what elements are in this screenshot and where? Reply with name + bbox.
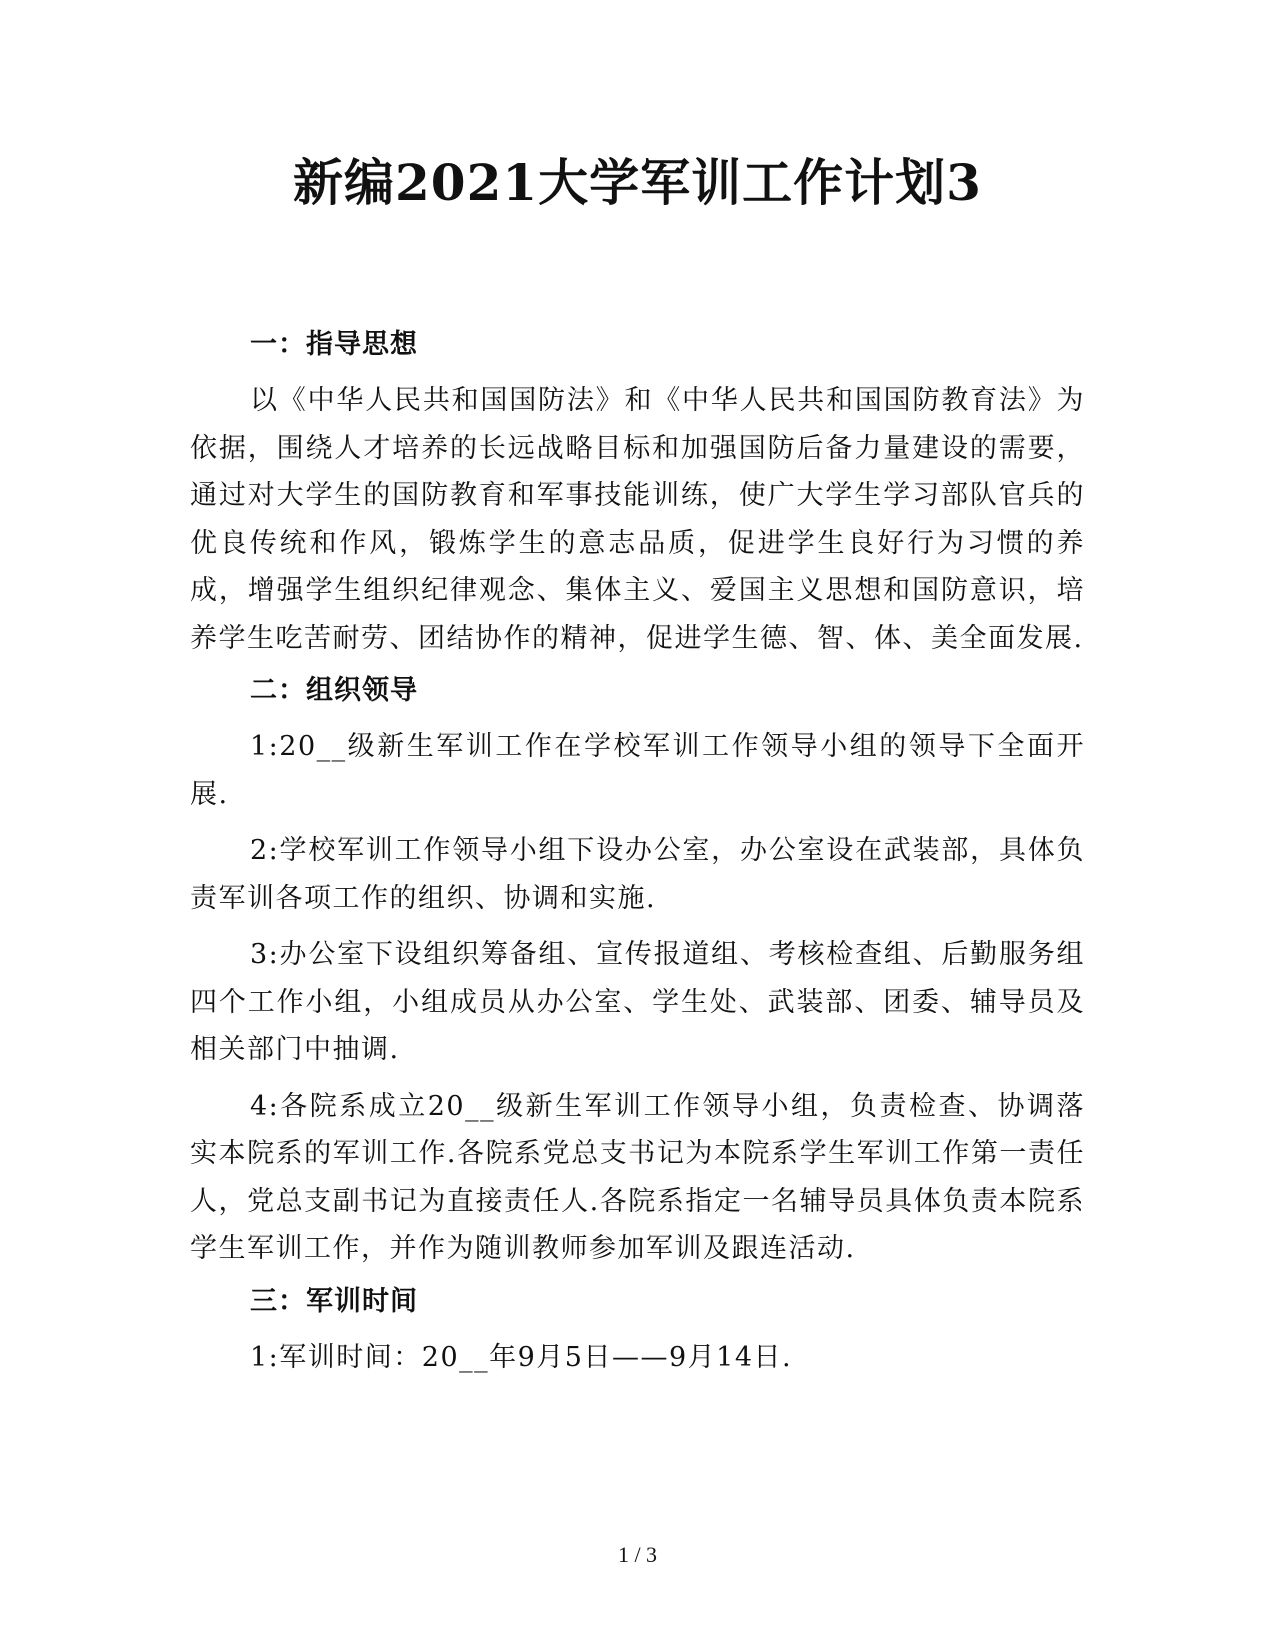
paragraph: 2:学校军训工作领导小组下设办公室，办公室设在武装部，具体负责军训各项工作的组织、协调和实施. bbox=[190, 835, 1085, 914]
paragraph: 1:20__级新生军训工作在学校军训工作领导小组的领导下全面开展. bbox=[190, 731, 1085, 810]
document-body bbox=[190, 325, 1085, 1390]
section-training-time bbox=[190, 1282, 1085, 1382]
section-heading: 三：军训时间 bbox=[250, 1285, 418, 1317]
paragraph: 4:各院系成立20__级新生军训工作领导小组，负责检查、协调落实本院系的军训工作.各院系党总支书记为本院系学生军训工作第一责任人，党总支副书记为直接责任人.各院系指定一名辅导员具体负责本院系学生军训工作，并作为随训教师参加军训及跟连活动. bbox=[190, 1090, 1085, 1264]
document-title: 新编2021大学军训工作计划3 bbox=[293, 153, 982, 212]
paragraph: 以《中华人民共和国国防法》和《中华人民共和国国防教育法》为依据，围绕人才培养的长远战略目标和加强国防后备力量建设的需要，通过对大学生的国防教育和军事技能训练，使广大学生学习部队官兵的优良传统和作风，锻炼学生的意志品质，促进学生良好行为习惯的养成，增强学生组织纪律观念、集体主义、爱国主义思想和国防意识，培养学生吃苦耐劳、团结协作的精神，促进学生德、智、体、美全面发展. bbox=[190, 385, 1085, 654]
section-heading: 一：指导思想 bbox=[250, 329, 418, 360]
paragraph: 1:军训时间：20__年9月5日——9月14日. bbox=[250, 1341, 793, 1373]
page-number: 1 / 3 bbox=[617, 1542, 658, 1567]
paragraph: 3:办公室下设组织筹备组、宣传报道组、考核检查组、后勤服务组四个工作小组，小组成员从办公室、学生处、武装部、团委、辅导员及相关部门中抽调. bbox=[190, 939, 1085, 1065]
section-guiding-ideology bbox=[190, 325, 1085, 662]
section-organization-leadership bbox=[190, 671, 1085, 1273]
section-heading: 二：组织领导 bbox=[250, 675, 418, 706]
